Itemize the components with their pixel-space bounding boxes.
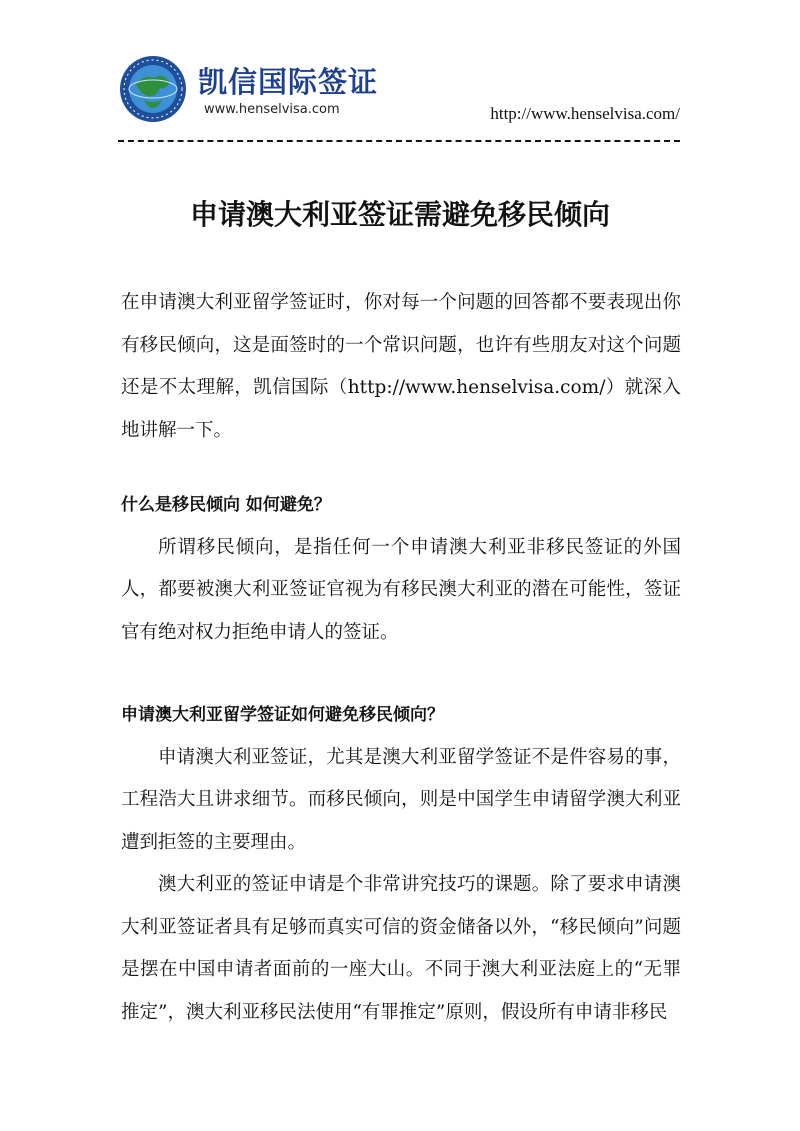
document-body	[121, 282, 681, 1034]
section-heading: 什么是移民倾向 如何避免？	[121, 495, 331, 515]
globe-logo-icon	[118, 54, 188, 124]
brand-name: 凯信国际签证	[198, 65, 379, 99]
section-how-to-avoid	[121, 694, 681, 1034]
page-header	[118, 50, 680, 150]
intro-paragraph: 在申请澳大利亚留学签证时，你对每一个问题的回答都不要表现出你有移民倾向，这是面签时的一个常识问题，也许有些朋友对这个问题还是不太理解，凯信国际（http://www.henselvisa.com/）就深入地讲解一下。	[121, 292, 681, 441]
brand-url: www.henselvisa.com	[204, 102, 340, 117]
section-paragraph: 所谓移民倾向，是指任何一个申请澳大利亚非移民签证的外国人，都要被澳大利亚签证官视为有移民澳大利亚的潜在可能性，签证官有绝对权力拒绝申请人的签证。	[121, 536, 681, 643]
section-heading: 申请澳大利亚留学签证如何避免移民倾向？	[121, 705, 444, 725]
section-paragraph: 申请澳大利亚签证，尤其是澳大利亚留学签证不是件容易的事，工程浩大且讲求细节。而移民倾向，则是中国学生申请留学澳大利亚遭到拒签的主要理由。	[121, 746, 681, 853]
section-paragraph: 澳大利亚的签证申请是个非常讲究技巧的课题。除了要求申请澳大利亚签证者具有足够而真实可信的资金储备以外，“移民倾向”问题是摆在中国申请者面前的一座大山。不同于澳大利亚法庭上的“无罪推定”，澳大利亚移民法使用“有罪推定”原则，假设所有申请非移民	[121, 874, 681, 1023]
section-what-is	[121, 484, 681, 654]
header-divider	[118, 140, 680, 142]
site-url[interactable]: http://www.henselvisa.com/	[490, 104, 680, 123]
document-title: 申请澳大利亚签证需避免移民倾向	[189, 198, 610, 231]
